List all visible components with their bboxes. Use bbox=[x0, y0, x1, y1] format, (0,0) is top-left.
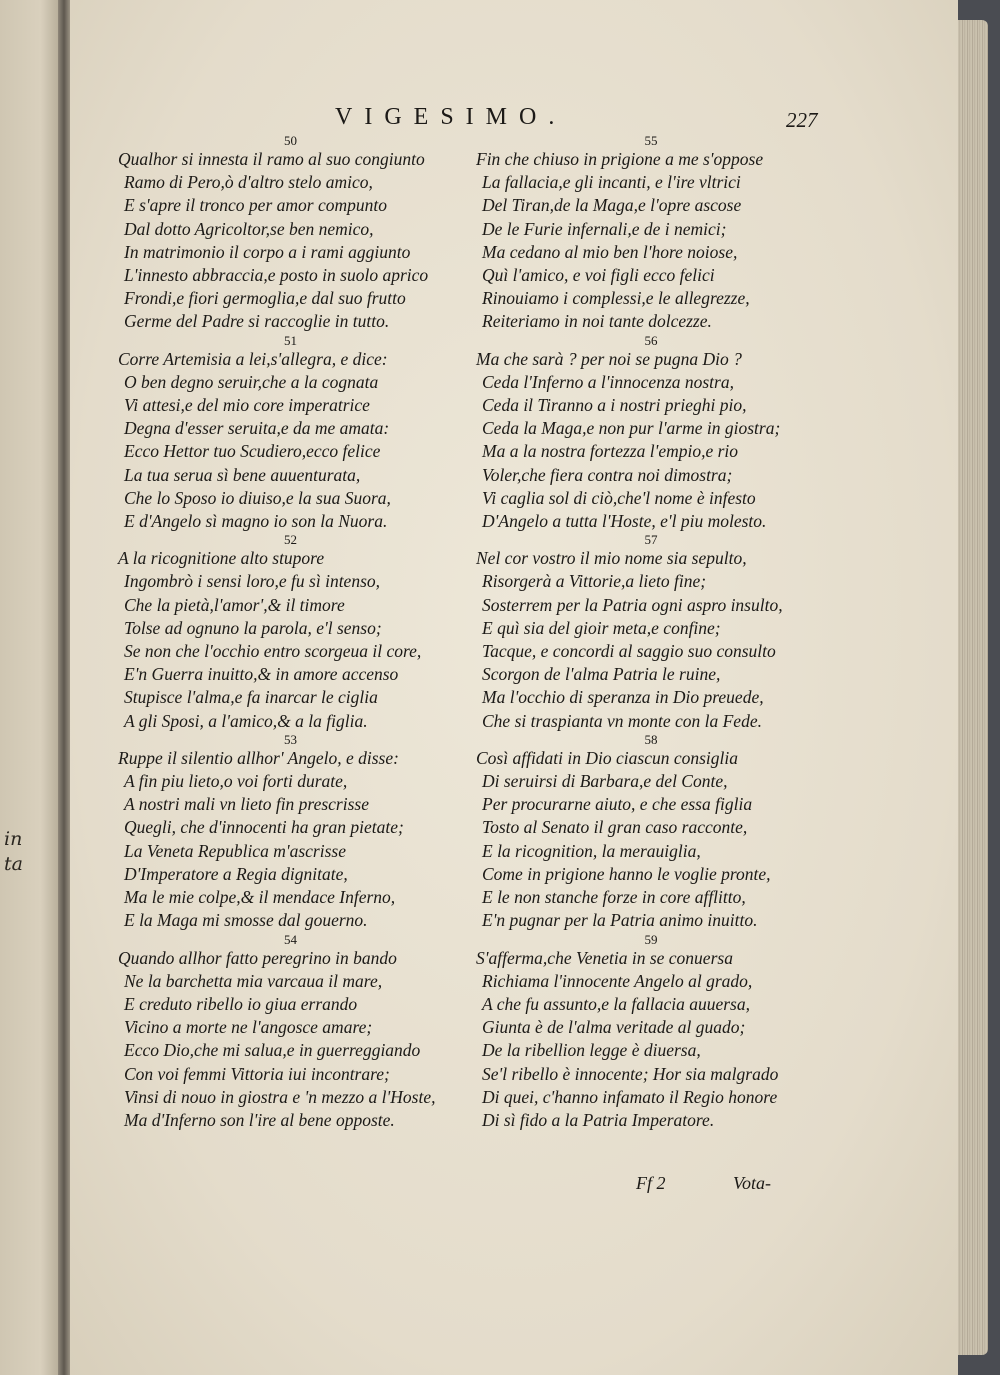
stanza-number: 57 bbox=[644, 532, 658, 548]
running-head: VIGESIMO. bbox=[335, 104, 567, 130]
verse-line: Ma che sarà ? per noi se pugna Dio ? bbox=[476, 348, 742, 369]
stanza bbox=[476, 733, 826, 933]
verse-line: Ma a la nostra fortezza l'empio,e rio bbox=[482, 441, 739, 462]
verse-line: Se'l ribello è innocente; Hor sia malgrado bbox=[482, 1063, 779, 1084]
verse-line: E d'Angelo sì magno io son la Nuora. bbox=[124, 511, 388, 532]
stanza-number: 54 bbox=[284, 931, 297, 947]
verse-line: La tua serua sì bene auuenturata, bbox=[124, 464, 361, 485]
verse-line: D'Imperatore a Regia dignitate, bbox=[124, 863, 348, 884]
verse-line: A gli Sposi, a l'amico,& a la figlia. bbox=[124, 710, 368, 731]
verse-line: Ma cedano al mio ben l'hore noiose, bbox=[482, 241, 738, 262]
stanza bbox=[476, 334, 826, 534]
verse-line: Ma le mie colpe,& il mendace Inferno, bbox=[124, 887, 396, 908]
verse-line: Nel cor vostro il mio nome sia sepulto, bbox=[476, 548, 747, 569]
verse-line: Qualhor si innesta il ramo al suo congiunto bbox=[118, 149, 425, 169]
verse-line: O ben degno seruir,che a la cognata bbox=[124, 371, 379, 392]
verse-line: Reiteriamo in noi tante dolcezze. bbox=[482, 311, 712, 332]
verse-line: Giunta è de l'alma veritade al guado; bbox=[482, 1017, 746, 1038]
verse-line: Germe del Padre si raccoglie in tutto. bbox=[124, 311, 390, 332]
verse-line: S'afferma,che Venetia in se conuersa bbox=[476, 947, 733, 968]
verse-line: Di seruirsi di Barbara,e del Conte, bbox=[482, 771, 728, 792]
verse-line: Ceda l'Inferno a l'innocenza nostra, bbox=[482, 371, 734, 392]
stanza-number: 58 bbox=[644, 731, 658, 747]
verse-line: Rinouiamo i complessi,e le allegrezze, bbox=[482, 288, 750, 309]
verse-line: Come in prigione hanno le voglie pronte, bbox=[482, 863, 771, 884]
right-column bbox=[476, 134, 826, 1132]
verse-line: De le Furie infernali,e de i nemici; bbox=[482, 218, 727, 239]
verse-line: Stupisce l'alma,e fa inarcar le ciglia bbox=[124, 687, 378, 708]
verse-line: Che si traspianta vn monte con la Fede. bbox=[482, 710, 762, 731]
verse-line: Ecco Dio,che mi salua,e in guerreggiando bbox=[124, 1040, 421, 1061]
verse-line: Tacque, e concordi al saggio suo consulto bbox=[482, 641, 776, 662]
verse-line: Degna d'esser seruita,e da me amata: bbox=[124, 418, 390, 439]
facing-page-edge bbox=[0, 0, 58, 1375]
verse-line: Vicino a morte ne l'angosce amare; bbox=[124, 1017, 373, 1038]
verse-line: Corre Artemisia a lei,s'allegra, e dice: bbox=[118, 348, 388, 369]
stanza bbox=[476, 134, 826, 334]
verse-line: Richiama l'innocente Angelo al grado, bbox=[482, 970, 753, 991]
left-column bbox=[118, 134, 463, 1132]
verse-line: D'Angelo a tutta l'Hoste, e'l piu molesto. bbox=[482, 511, 767, 532]
verse-line: Tolse ad ognuno la parola, e'l senso; bbox=[124, 617, 382, 638]
stanza bbox=[118, 733, 463, 933]
verse-line: Di sì fido a la Patria Imperatore. bbox=[482, 1109, 715, 1130]
verse-line: Scorgon de l'alma Patria le ruine, bbox=[482, 664, 721, 685]
verse-line: Ceda il Tiranno a i nostri prieghi pio, bbox=[482, 395, 747, 416]
verse-line: Con voi femmi Vittoria iui incontrare; bbox=[124, 1063, 390, 1084]
verse-line: E creduto ribello io giua errando bbox=[124, 993, 358, 1014]
signature-mark: Ff 2 bbox=[636, 1173, 666, 1193]
verse-line: La Veneta Republica m'ascrisse bbox=[124, 840, 346, 861]
verse-line: Ma d'Inferno son l'ire al bene opposte. bbox=[124, 1109, 395, 1130]
verse-line: Risorgerà a Vittorie,a lieto fine; bbox=[482, 571, 707, 592]
verse-line: E la Maga mi smosse dal gouerno. bbox=[124, 910, 368, 931]
verse-line: Vinsi di nouo in giostra e 'n mezzo a l'Hoste, bbox=[124, 1086, 436, 1107]
verse-line: E quì sia del gioir meta,e confine; bbox=[482, 617, 721, 638]
verse-line: De la ribellion legge è diuersa, bbox=[482, 1040, 701, 1061]
verse-line: Ne la barchetta mia varcaua il mare, bbox=[124, 970, 383, 991]
catchword: Vota- bbox=[733, 1173, 771, 1193]
stanza bbox=[118, 533, 463, 733]
verse-line: Frondi,e fiori germoglia,e dal suo frutto bbox=[124, 288, 406, 309]
verse-line: Ecco Hettor tuo Scudiero,ecco felice bbox=[124, 441, 381, 462]
verse-line: A fin piu lieto,o voi forti durate, bbox=[124, 771, 348, 792]
verse-line: La fallacia,e gli incanti, e l'ire vltrici bbox=[482, 172, 741, 193]
verse-line: E'n pugnar per la Patria animo inuitto. bbox=[482, 910, 758, 931]
verse-line: E s'apre il tronco per amor compunto bbox=[124, 195, 387, 216]
stanza bbox=[476, 933, 826, 1133]
facing-page-fragment: in bbox=[4, 828, 23, 850]
verse-line: Dal dotto Agricoltor,se ben nemico, bbox=[124, 218, 374, 239]
verse-line: Che lo Sposo io diuiso,e la sua Suora, bbox=[124, 487, 391, 508]
verse-line: Tosto al Senato il gran caso racconte, bbox=[482, 817, 748, 838]
stanza-number: 53 bbox=[284, 731, 297, 747]
stanza-number: 59 bbox=[644, 931, 658, 947]
verse-line: Quì l'amico, e voi figli ecco felici bbox=[482, 265, 715, 286]
verse-line: Quando allhor fatto peregrino in bando bbox=[118, 947, 397, 968]
stanza-number: 51 bbox=[284, 332, 297, 348]
stanza bbox=[118, 933, 463, 1133]
verse-line: Vi attesi,e del mio core imperatrice bbox=[124, 395, 370, 416]
verse-line: Vi caglia sol di ciò,che'l nome è infesto bbox=[482, 487, 756, 508]
verse-line: Ingombrò i sensi loro,e fu sì intenso, bbox=[124, 571, 381, 592]
verse-line: A che fu assunto,e la fallacia auuersa, bbox=[482, 993, 750, 1014]
stanza-number: 56 bbox=[644, 332, 658, 348]
verse-line: Fin che chiuso in prigione a me s'oppose bbox=[476, 149, 764, 169]
verse-line: Ma l'occhio di speranza in Dio preuede, bbox=[482, 687, 764, 708]
verse-line: Ceda la Maga,e non pur l'arme in giostra; bbox=[482, 418, 781, 439]
verse-line: Che la pietà,l'amor',& il timore bbox=[124, 594, 345, 615]
verse-line: Così affidati in Dio ciascun consiglia bbox=[476, 747, 739, 768]
stanza bbox=[476, 533, 826, 733]
verse-line: E la ricognition, la merauiglia, bbox=[482, 840, 701, 861]
facing-page-fragment: ta bbox=[4, 853, 23, 875]
stanza-number: 52 bbox=[284, 532, 297, 548]
verse-line: Del Tiran,de la Maga,e l'opre ascose bbox=[482, 195, 742, 216]
verse-line: Se non che l'occhio entro scorgeua il core, bbox=[124, 641, 422, 662]
stanza-number: 55 bbox=[644, 133, 658, 148]
page-edges bbox=[958, 20, 988, 1355]
verse-line: L'innesto abbraccia,e posto in suolo aprico bbox=[124, 265, 429, 286]
verse-line: A nostri mali vn lieto fin prescrisse bbox=[124, 794, 369, 815]
verse-line: Quegli, che d'innocenti ha gran pietate; bbox=[124, 817, 404, 838]
verse-line: Voler,che fiera contra noi dimostra; bbox=[482, 464, 733, 485]
verse-line: In matrimonio il corpo a i rami aggiunto bbox=[124, 241, 411, 262]
verse-line: Sosterrem per la Patria ogni aspro insulto, bbox=[482, 594, 783, 615]
stanza-number: 50 bbox=[284, 133, 297, 148]
verse-line: A la ricognitione alto stupore bbox=[118, 548, 325, 569]
verse-line: Di quei, c'hanno infamato il Regio honore bbox=[482, 1086, 778, 1107]
book-gutter bbox=[58, 0, 70, 1375]
verse-line: E le non stanche forze in core afflitto, bbox=[482, 887, 746, 908]
stanza bbox=[118, 334, 463, 534]
verse-line: Per procurarne aiuto, e che essa figlia bbox=[482, 794, 753, 815]
page-number: 227 bbox=[786, 108, 818, 132]
verse-line: E'n Guerra inuitto,& in amore accenso bbox=[124, 664, 399, 685]
verse-line: Ruppe il silentio allhor' Angelo, e disse: bbox=[118, 747, 399, 768]
verse-line: Ramo di Pero,ò d'altro stelo amico, bbox=[124, 172, 373, 193]
stanza bbox=[118, 134, 463, 334]
